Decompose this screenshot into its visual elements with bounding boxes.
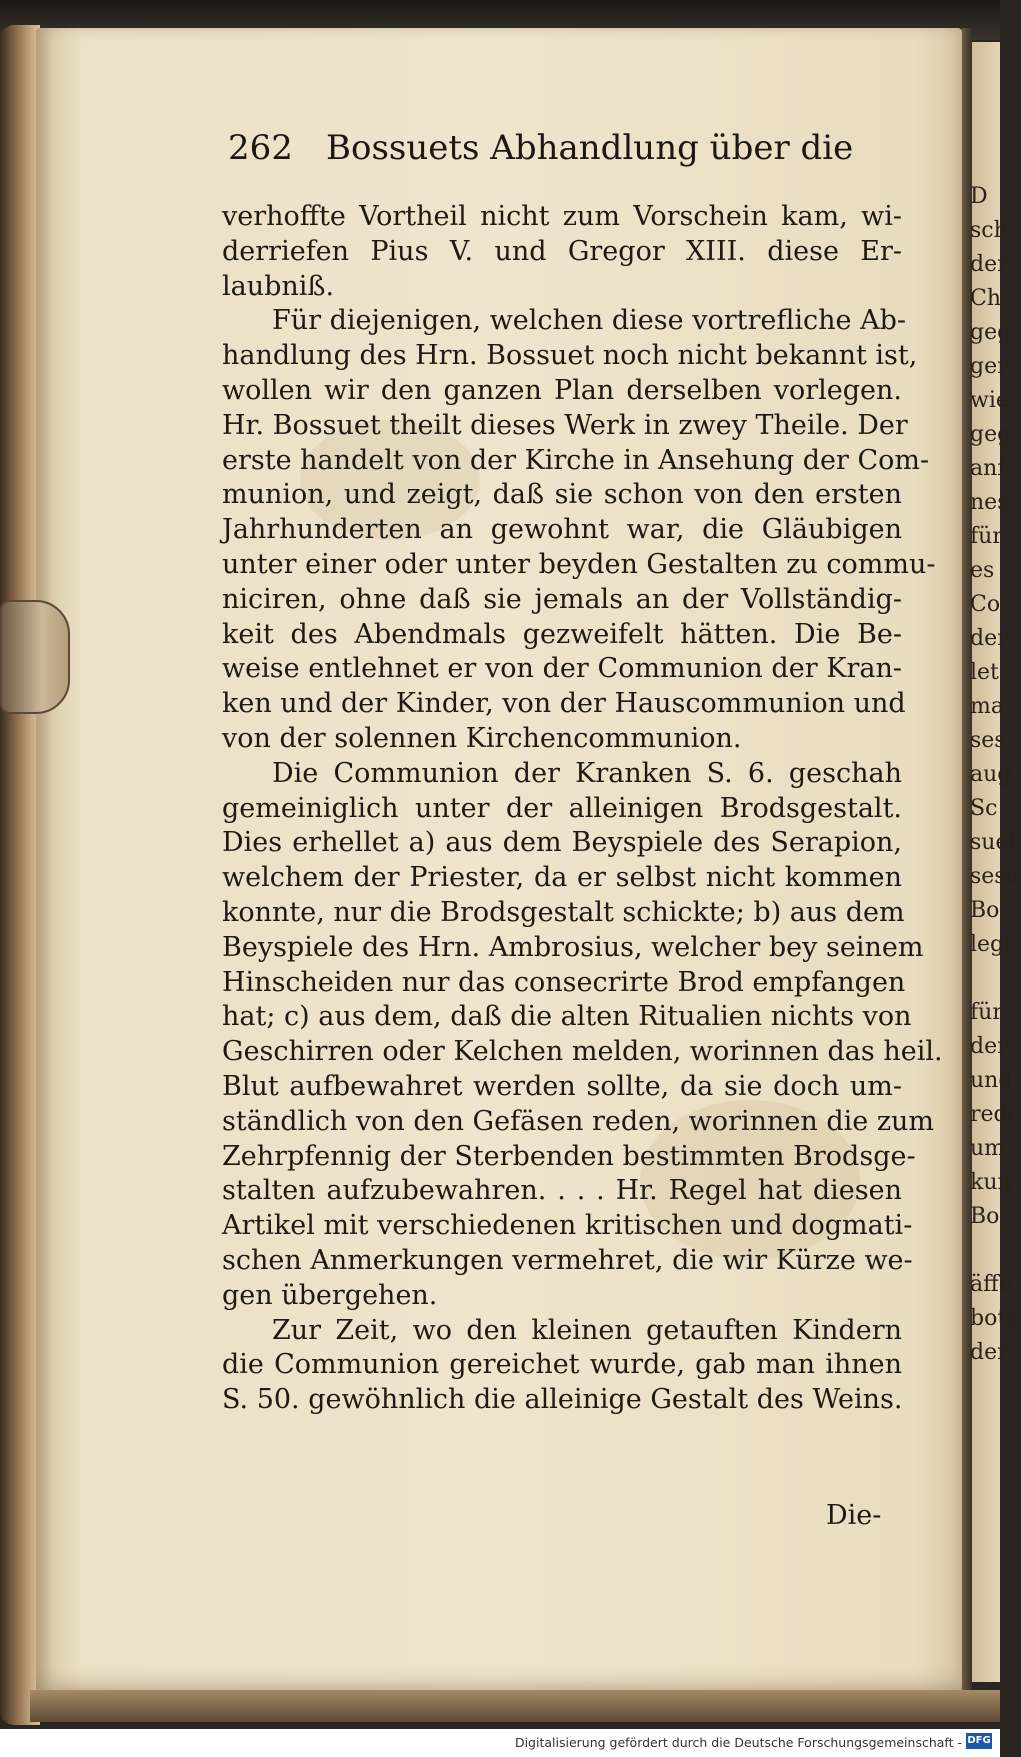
text-line: Zur Zeit, wo den kleinen getauften Kindern (272, 1314, 902, 1346)
text-line: Geschirren oder Kelchen melden, worinnen das heil. (222, 1036, 943, 1068)
facing-page-fragment: geg (970, 320, 1012, 345)
text-line: Für diejenigen, welchen diese vortrefliche Ab- (272, 305, 906, 337)
facing-page-fragment: wie (970, 388, 1009, 413)
text-line: erste handelt von der Kirche in Ansehung der Com- (222, 444, 930, 476)
text-line: unter einer oder unter beyden Gestalten zu commu- (222, 548, 936, 580)
book-edge (0, 25, 40, 1725)
facing-page-fragment: um (970, 1136, 1006, 1161)
facing-page-fragment: für (970, 1000, 1003, 1025)
text-line: gemeiniglich unter der alleinigen Brodsgestalt. (222, 792, 902, 824)
facing-page-fragment: und (970, 1068, 1013, 1093)
text-line: konnte, nur die Brodsgestalt schickte; b) aus dem (222, 896, 905, 928)
facing-page-fragment: Sc (970, 796, 998, 821)
facing-page-fragment: es (970, 558, 995, 583)
dfg-logo-icon: DFG (966, 1733, 992, 1749)
text-line: laubniß. (222, 270, 335, 302)
text-line: Hr. Bossuet theilt dieses Werk in zwey Theile. Der (222, 409, 908, 441)
facing-page-text (970, 180, 1021, 1370)
funding-credit: Digitalisierung gefördert durch die Deutsche Forschungsgemeinschaft - (514, 1735, 962, 1750)
body-text (222, 200, 943, 1418)
facing-page-fragment: anf (970, 456, 1006, 481)
text-line: Die Communion der Kranken S. 6. geschah (272, 757, 902, 789)
facing-page-fragment: sch (970, 218, 1008, 243)
facing-page-fragment: kun (970, 1170, 1012, 1195)
facing-page-fragment: rede (970, 1102, 1021, 1127)
facing-page-fragment: ger (970, 354, 1008, 379)
catchword: Die- (826, 1500, 882, 1531)
text-line: Beyspiele des Hrn. Ambrosius, welcher bey seinem (222, 931, 924, 963)
text-line: Blut aufbewahret werden sollte, da sie doch um- (222, 1070, 902, 1102)
facing-page-fragment: aug (970, 762, 1012, 787)
facing-page-fragment: sese (970, 864, 1019, 889)
running-title: Bossuets Abhandlung über die (326, 128, 854, 168)
facing-page-fragment: ma (970, 694, 1004, 719)
facing-page-fragment (970, 962, 1000, 996)
facing-page-fragment: Bo (970, 1204, 1000, 1229)
facing-page-fragment: ses (970, 728, 1006, 753)
text-line: Jahrhunderten an gewohnt war, die Gläubigen (222, 514, 902, 546)
text-line: stalten aufzubewahren. . . . Hr. Regel hat diesen (222, 1175, 902, 1207)
book-bottom-edge (30, 1690, 1000, 1722)
text-line: welchem der Priester, da er selbst nicht kommen (222, 862, 902, 894)
text-line: niciren, ohne daß sie jemals an der Vollständig- (222, 583, 902, 615)
facing-page-fragment: der (970, 1340, 1008, 1365)
text-line: Artikel mit verschiedenen kritischen und dogmati- (222, 1210, 913, 1242)
text-line: Dies erhellet a) aus dem Beyspiele des Serapion, (222, 827, 902, 859)
facing-page-fragment: suet (970, 830, 1018, 855)
running-header (228, 128, 928, 188)
text-line: verhoffte Vortheil nicht zum Vorschein kam, wi- (222, 201, 902, 232)
facing-page-fragment: der (970, 626, 1008, 651)
facing-page-fragment: nes (970, 490, 1009, 515)
facing-page-fragment: geg (970, 422, 1012, 447)
facing-page-fragment (970, 1234, 1000, 1268)
facing-page-fragment: äffe (970, 1272, 1012, 1297)
facing-page-fragment: der (970, 252, 1008, 277)
facing-page-fragment: let (970, 660, 999, 685)
text-line: ständlich von den Gefäsen reden, worinnen die zum (222, 1105, 935, 1137)
text-line: weise entlehnet er von der Communion der Kran- (222, 653, 902, 685)
text-line: munion, und zeigt, daß sie schon von den ersten (222, 479, 902, 511)
text-line: ken und der Kinder, von der Hauscommunion und (222, 688, 906, 720)
text-line: von der solennen Kirchencommunion. (222, 722, 742, 754)
page-number: 262 (228, 128, 293, 168)
text-line: die Communion gereichet wurde, gab man ihnen (222, 1349, 902, 1381)
text-line: Hinscheiden nur das consecrirte Brod empfangen (222, 966, 906, 998)
facing-page-fragment: Co (970, 592, 1001, 617)
facing-page-fragment: für (970, 524, 1003, 549)
facing-page-fragment: Bo (970, 898, 1000, 923)
text-line: handlung des Hrn. Bossuet noch nicht bekannt ist, (222, 340, 918, 372)
text-line: derriefen Pius V. und Gregor XIII. diese Er- (222, 235, 902, 267)
facing-page-fragment: der (970, 1034, 1008, 1059)
text-line: keit des Abendmals gezweifelt hätten. Die Be- (222, 618, 902, 650)
facing-page-fragment: bote (970, 1306, 1020, 1331)
facing-page-fragment: Ch (970, 286, 1002, 311)
text-line: S. 50. gewöhnlich die alleinige Gestalt des Weins. (222, 1384, 903, 1416)
text-line: Zehrpfennig der Sterbenden bestimmten Brodsge- (222, 1140, 916, 1172)
facing-page-fragment: D (970, 184, 988, 209)
text-line: gen übergehen. (222, 1279, 438, 1311)
text-line: schen Anmerkungen vermehret, die wir Kürze we- (222, 1244, 913, 1276)
facing-page-fragment: legt (970, 932, 1013, 957)
text-line: wollen wir den ganzen Plan derselben vorlegen. (222, 374, 902, 406)
text-line: hat; c) aus dem, daß die alten Ritualien nichts von (222, 1001, 912, 1033)
clasp-icon (0, 600, 70, 714)
